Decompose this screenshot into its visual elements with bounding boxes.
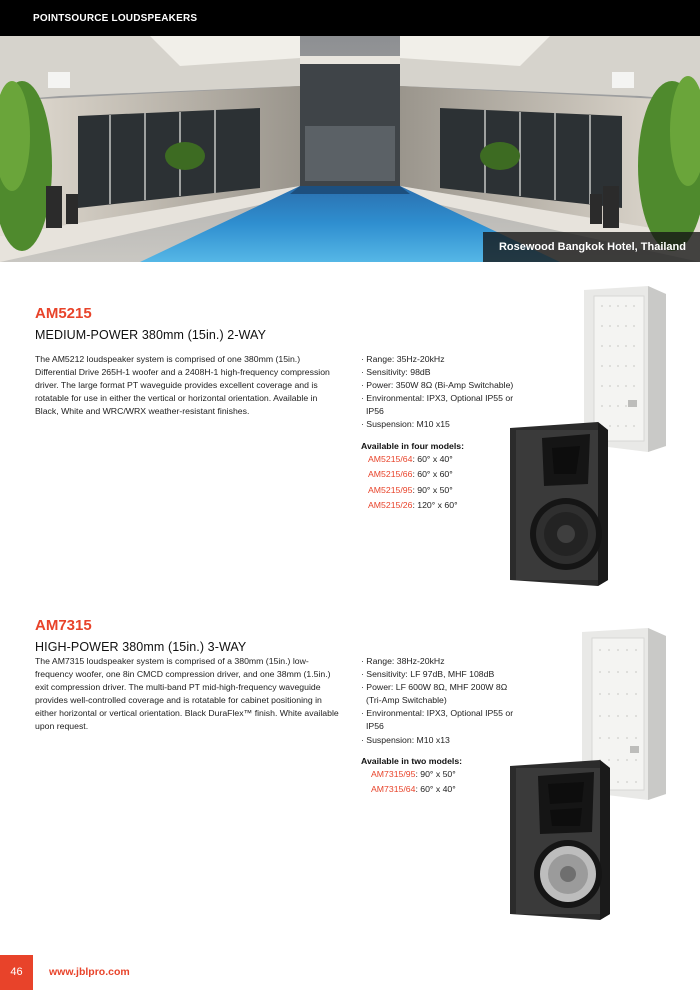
model-coverage: : 60° x 40°	[412, 454, 453, 464]
black-speaker-image	[510, 760, 612, 920]
section-title: POINTSOURCE LOUDSPEAKERS	[33, 13, 198, 24]
model-coverage: : 90° x 50°	[415, 769, 456, 779]
spec-item: · Power: 350W 8Ω (Bi-Amp Switchable)	[361, 380, 514, 391]
spec-item: · Sensitivity: LF 97dB, MHF 108dB	[361, 669, 495, 680]
spec-item: · Suspension: M10 x15	[361, 419, 450, 430]
model-coverage: : 60° x 60°	[412, 469, 453, 480]
model-item	[368, 498, 458, 513]
model-code: AM7315/64	[371, 784, 416, 795]
jbl-badge-icon	[630, 746, 639, 753]
product-code: AM7315	[35, 617, 92, 634]
product-description: The AM5212 loudspeaker system is comprised of one 380mm (15in.) Differential Drive 265H-1 woofer and a 2408H-1 high-frequency compression driver. The large format PT waveguide provides excellent coverage and is rotatable for use in either the vertical or horizontal orientation. Available in Black, White and WRC/WRX weather-resistant finishes.	[35, 354, 330, 417]
black-speaker-image	[510, 422, 610, 586]
model-item	[371, 782, 456, 797]
spec-item: · Suspension: M10 x13	[361, 734, 450, 745]
page-number: 46	[0, 955, 33, 990]
model-code: AM5215/95	[368, 484, 413, 495]
product-code: AM5215	[35, 305, 92, 322]
model-code: AM7315/95	[371, 769, 416, 779]
section-header-bar	[0, 0, 700, 36]
website-link[interactable]: www.jblpro.com	[49, 966, 130, 978]
hotel-pool-image	[0, 36, 700, 262]
product-subtitle: HIGH-POWER 380mm (15in.) 3-WAY	[35, 640, 247, 654]
model-list	[368, 452, 458, 513]
model-code: AM5215/26	[368, 499, 413, 510]
hero-caption: Rosewood Bangkok Hotel, Thailand	[483, 232, 700, 262]
spec-list	[361, 655, 521, 747]
spec-item: · Sensitivity: 98dB	[361, 367, 431, 378]
hero-photo	[0, 36, 700, 262]
model-item	[371, 767, 456, 782]
model-coverage: : 60° x 40°	[415, 784, 456, 795]
spec-list	[361, 353, 521, 432]
model-code: AM5215/66	[368, 469, 413, 480]
product-subtitle: MEDIUM-POWER 380mm (15in.) 2-WAY	[35, 328, 267, 342]
model-coverage: : 120° x 60°	[412, 499, 458, 510]
spec-item: · Environmental: IPX3, Optional IP55 or IP56	[361, 708, 514, 732]
jbl-badge-icon	[628, 400, 637, 407]
model-item	[368, 467, 458, 482]
model-coverage: : 90° x 50°	[412, 484, 453, 495]
product-description: The AM7315 loudspeaker system is comprised of a 380mm (15in.) low-frequency woofer, one 8in CMCD compression driver, and one 38mm (1.5in.) exit compression driver. The multi-band PT mid-high-frequency waveguide provides well-controlled coverage and is rotatable for cabinet positioning in either horizontal or vertical orientation. Black DuraFlex™ finish. White available upon request.	[35, 656, 339, 732]
models-heading: Available in two models:	[361, 756, 463, 766]
model-code: AM5215/64	[368, 454, 413, 464]
spec-item: · Power: LF 600W 8Ω, MHF 200W 8Ω (Tri-Amp Switchable)	[361, 682, 508, 706]
spec-item: · Range: 35Hz-20kHz	[361, 354, 445, 364]
spec-item: · Range: 38Hz-20kHz	[361, 656, 445, 666]
model-list	[371, 767, 456, 798]
model-item	[368, 483, 458, 498]
models-heading: Available in four models:	[361, 441, 464, 451]
spec-item: · Environmental: IPX3, Optional IP55 or IP56	[361, 393, 514, 417]
model-item	[368, 452, 458, 467]
